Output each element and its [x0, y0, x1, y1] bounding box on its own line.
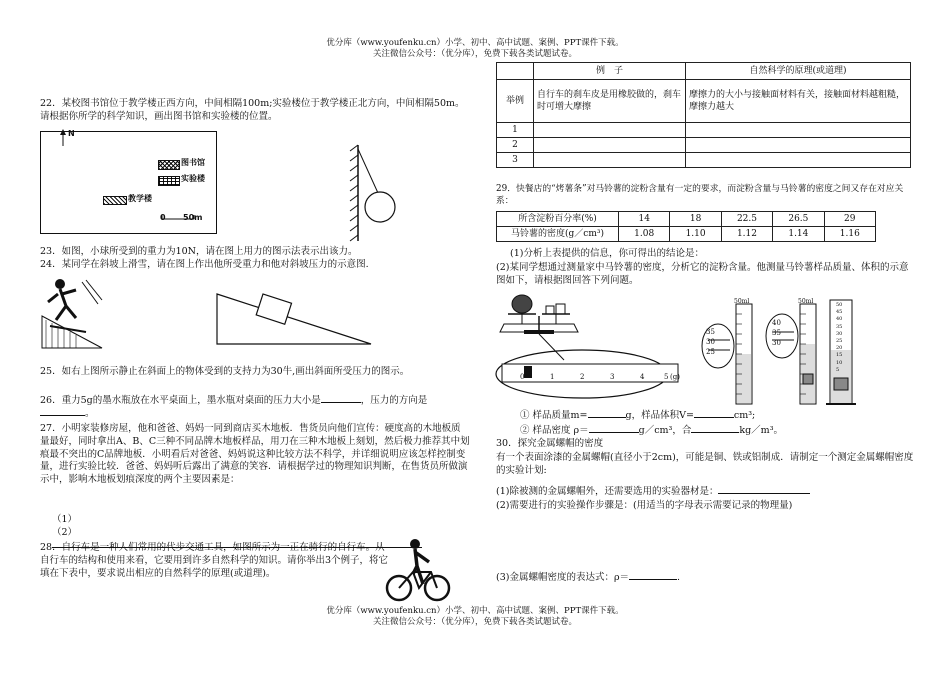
q29-blank-mass[interactable] — [588, 417, 626, 418]
q28-row-3: 3 — [497, 153, 534, 168]
question-28: 28．自行车是一种人们常用的代步交通工具，如图所示为一正在骑行的自行车。从自行车的结构和使用来看，它要用到许多自然科学的知识。请你举出3个例子，将它填在下表中，要求说出相应的自然科学的原理(或道理)。 — [40, 542, 389, 579]
q29-blank-density-g[interactable] — [589, 432, 639, 433]
cyl2-unit: 50ml — [798, 298, 814, 305]
cyl3-scale-45: 45 — [836, 309, 843, 316]
ruler-tick-4: 4 — [640, 373, 645, 381]
q26-text-c: 。 — [85, 407, 95, 419]
q29-ans1-c: cm³; — [733, 410, 756, 421]
library-legend-label: 图书馆 — [181, 158, 205, 167]
header-line-1: 优分库（www.youfenku.cn）小学、初中、高中试题、案例、PPT课件下载。 — [326, 38, 624, 48]
ruler-tick-2: 2 — [580, 373, 585, 381]
question-29: 29．快餐店的“烤薯条”对马铃薯的淀粉含量有一定的要求，而淀粉含量与马铃薯的密度之间又存在对应关系： — [496, 184, 904, 206]
question-27: 27．小明家装修房屋，他和爸爸、妈妈一同到商店买木地板．售货员向他们宣传：硬度高的木地板质量最好，同时拿出A、B、C三种不同品牌木地板样品，用刀在三种木地板上刻划，然后极力推荐其中划痕最不突出的C品牌地板．小明看后对爸爸、妈妈说这种比较方法不科学，并详细说明应该怎样控制变量，进行实验比较．爸爸、妈妈听后露出了满意的笑容．请根据学过的物理知识判断，在售货员所做演示中，影响木地板划痕深度的两个主要因素是： — [40, 423, 470, 486]
q30-sub-2: (2)需要进行的实验操作步骤是：(用适当的字母表示需要记录的物理量) — [496, 500, 793, 511]
q29-starch-3: 22.5 — [721, 212, 772, 227]
q27-item-1: （1） — [52, 514, 78, 525]
q28-table-corner — [497, 63, 534, 80]
cyl3-scale-50: 50 — [836, 302, 843, 308]
q29-density-1: 1.08 — [619, 227, 670, 242]
q29-starch-4: 26.5 — [773, 212, 824, 227]
cyl2-mark-30: 30 — [772, 339, 781, 347]
cyl2-mark-40: 40 — [772, 319, 781, 327]
cyl1-mark-25: 25 — [706, 348, 715, 356]
q28-example-cell: 自行车的刹车皮是用橡胶做的，刹车时可增大摩擦 — [534, 80, 686, 123]
cyl3-scale-15: 15 — [836, 352, 843, 359]
q29-blank-density-kg[interactable] — [691, 432, 739, 433]
cyl3-scale-30: 30 — [836, 330, 843, 337]
cyl3-scale-20: 20 — [836, 345, 843, 352]
cyl1-mark-30: 30 — [706, 338, 715, 346]
cyl2-zoom-marks — [772, 318, 781, 348]
q26-blank-direction[interactable] — [40, 415, 85, 416]
q30-sub1-text: (1)除被测的金属螺帽外，还需要选用的实验器材是： — [496, 486, 719, 497]
q26-text-a: 26．重力5g的墨水瓶放在水平桌面上，墨水瓶对桌面的压力大小是 — [40, 395, 321, 406]
library-legend-swatch — [158, 160, 180, 170]
q29-starch-1: 14 — [619, 212, 670, 227]
q28-col-principle: 自然科学的原理(或道理) — [686, 63, 911, 80]
q28-col-example: 例 子 — [534, 63, 686, 80]
q29-sub-2: (2)某同学想通过测量家中马铃薯的密度，分析它的淀粉含量。他测量马铃薯样品质量、体积的示意图如下，请根据图回答下列问题。 — [496, 262, 909, 286]
q29-density-2: 1.10 — [670, 227, 721, 242]
ruler-tick-0: 0 — [520, 373, 525, 381]
footer-line-2: 关注微信公众号：（优分库），免费下载各类试题试卷。 — [372, 617, 577, 627]
cyl3-scale-25: 25 — [836, 338, 843, 345]
cyl3-scale-35: 35 — [836, 323, 843, 330]
teaching-building-swatch — [103, 196, 127, 205]
q29-sub-1: (1)分析上表提供的信息，你可得出的结论是： — [510, 248, 704, 259]
q29-row2-label: 马铃薯的密度(g／cm³) — [497, 227, 619, 242]
scale-length: 50m — [183, 213, 203, 222]
q29-answer-2 — [520, 425, 910, 438]
question-25: 25．如右上图所示静止在斜面上的物体受到的支持力为30牛,画出斜面所受压力的图示。 — [40, 366, 410, 377]
q29-density-5: 1.16 — [824, 227, 875, 242]
q29-balance-figure — [494, 292, 694, 402]
cyl1-zoom-marks — [706, 327, 715, 357]
q28-row-2-example[interactable] — [534, 138, 686, 153]
q29-starch-2: 18 — [670, 212, 721, 227]
q30-sub-1 — [496, 486, 916, 499]
q26-text-b: ，压力的方向是 — [360, 395, 428, 406]
cyl1-mark-35: 35 — [706, 328, 715, 336]
q30-blank-expression[interactable] — [629, 579, 677, 580]
q24-skier-figure — [42, 276, 107, 351]
q28-row-1-example[interactable] — [534, 123, 686, 138]
ruler-unit: (g) — [670, 373, 680, 381]
question-22: 22．某校图书馆位于教学楼正西方向，中间相隔100m;实验楼位于教学楼正北方向，中间相隔50m。请根据你所学的科学知识，画出图书馆和实验楼的位置。 — [40, 98, 465, 122]
ruler-tick-3: 3 — [610, 373, 615, 381]
q30-sub3-a: (3)金属螺帽密度的表达式：ρ＝ — [496, 572, 630, 583]
q30-sub-3 — [496, 572, 916, 585]
q28-row-1-principle[interactable] — [686, 123, 911, 138]
q30-blank-equipment[interactable] — [718, 493, 810, 494]
q29-row1-label: 所含淀粉百分率(%) — [497, 212, 619, 227]
question-24: 24．某同学在斜坡上滑雪，请在图上作出他所受重力和他对斜坡压力的示意图. — [40, 259, 369, 270]
q29-answer-1 — [520, 410, 910, 423]
ruler-tick-5: 5 — [664, 373, 669, 381]
q29-blank-volume[interactable] — [694, 417, 734, 418]
q29-starch-5: 29 — [824, 212, 875, 227]
q28-row-label: 举例 — [497, 80, 534, 123]
q28-row-3-example[interactable] — [534, 153, 686, 168]
q29-ans1-b: g，样品体积V= — [625, 410, 694, 421]
cyl3-scale-10: 10 — [836, 359, 843, 366]
header-line-2: 关注微信公众号：（优分库），免费下载各类试题试卷。 — [372, 49, 577, 59]
q29-density-3: 1.12 — [721, 227, 772, 242]
q29-ans1-a: ① 样品质量m= — [520, 410, 588, 421]
scale-zero: 0 — [160, 213, 166, 222]
q30-title: 30．探究金属螺帽的密度 — [496, 438, 604, 449]
q28-row-1: 1 — [497, 123, 534, 138]
question-26 — [40, 395, 470, 421]
cyl2-mark-35: 35 — [772, 329, 781, 337]
q27-item-2: （2） — [52, 527, 78, 538]
lab-legend-swatch — [158, 176, 180, 186]
teaching-building-label: 教学楼 — [128, 194, 152, 203]
q25-incline-block-figure — [215, 286, 375, 346]
q30-text: 有一个表面涂漆的金属螺帽(直径小于2cm)，可能是铜、铁或铝制成．请制定一个测定金属螺帽密度的实验计划: — [496, 452, 914, 476]
q28-bicycle-figure — [385, 538, 453, 604]
cyl3-scale-5: 5 — [836, 366, 840, 373]
q29-density-4: 1.14 — [773, 227, 824, 242]
lab-legend-label: 实验楼 — [181, 174, 205, 183]
question-23: 23．如图，小球所受到的重力为10N，请在图上用力的图示法表示出该力。 — [40, 246, 358, 257]
q22-north-label: N — [68, 129, 75, 138]
q23-ball-on-wall-figure — [330, 143, 410, 243]
q29-ruler-labels — [498, 373, 683, 383]
q28-table — [496, 62, 911, 168]
q30-sub3-b: . — [677, 572, 681, 583]
q28-principle-cell: 摩擦力的大小与接触面材料有关，接触面材料越粗糙，摩擦力越大 — [686, 80, 911, 123]
q26-blank-force[interactable] — [321, 402, 361, 403]
cyl3-scale-40: 40 — [836, 316, 843, 323]
cyl3-scale — [836, 302, 842, 374]
q28-row-3-principle[interactable] — [686, 153, 911, 168]
q28-row-2: 2 — [497, 138, 534, 153]
q29-ans2-c: kg／m³。 — [739, 425, 783, 436]
q29-table — [496, 211, 876, 242]
q28-row-2-principle[interactable] — [686, 138, 911, 153]
footer-line-1: 优分库（www.youfenku.cn）小学、初中、高中试题、案例、PPT课件下载。 — [326, 606, 624, 616]
ruler-tick-1: 1 — [550, 373, 555, 381]
cyl1-unit: 50ml — [734, 298, 750, 305]
q29-ans2-b: g／cm³，合 — [638, 425, 692, 436]
q29-ans2-a: ② 样品密度 ρ＝ — [520, 425, 589, 436]
